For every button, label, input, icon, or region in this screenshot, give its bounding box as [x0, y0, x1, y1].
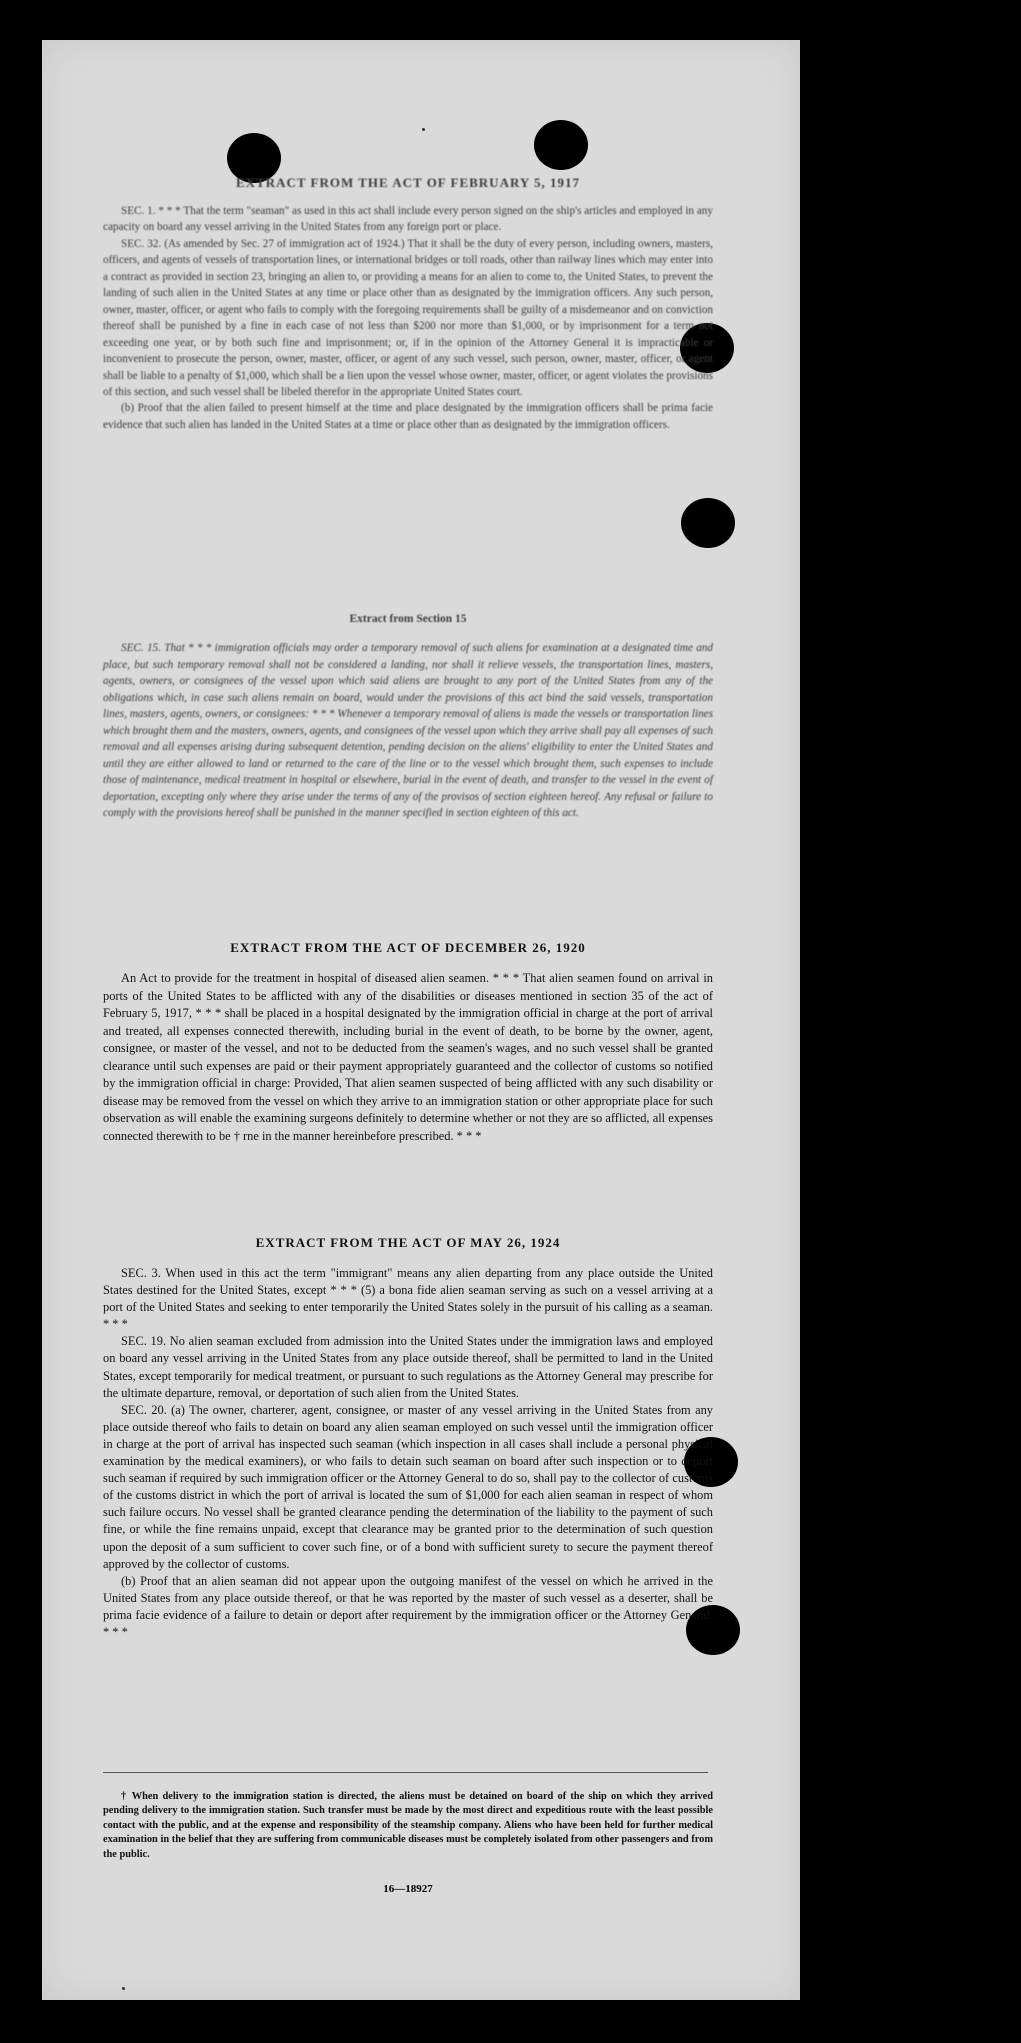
section-15-body [103, 640, 713, 822]
paragraph-sec-32-b: (b) Proof that the alien failed to present himself at the time and place designated by the immigration officers shall be prima facie evidence that such alien has landed in the United States at a time or place other than as designated by the immigration officers. [103, 402, 713, 431]
act-1917-body [103, 203, 713, 433]
section-15-heading-wrap [103, 613, 713, 625]
heading-act-1920: EXTRACT FROM THE ACT OF DECEMBER 26, 1920 [230, 940, 586, 955]
footnote: † When delivery to the immigration station is directed, the aliens must be detained on board of the ship on which they arrived pending delivery to the immigration station. Such transfer must be made by the most direct and expeditious route with the least possible contact with the public, and at the expense and responsibility of the steamship company. Aliens who have been held for further medical examination in the belief that they are suffering from communicable diseases must be completely isolated from other passengers and from the public. [103, 1791, 713, 1860]
punch-hole [534, 120, 588, 170]
act-1924-body [103, 1265, 713, 1641]
act-1924-heading-wrap [103, 1235, 713, 1251]
paragraph-sec-19: SEC. 19. No alien seaman excluded from admission into the United States under the immigration laws and employed on board any vessel arriving in the United States from any place outside thereof, shall be permitted to land in the United States, except temporarily for medical treatment, or pursuant to such regulations as the Attorney General may prescribe for the ultimate departure, removal, or deportation of such alien from the United States. [103, 1334, 713, 1400]
footnote-divider [103, 1772, 708, 1773]
paragraph-sec-15: SEC. 15. That * * * immigration officials may order a temporary removal of such aliens for examination at a designated time and place, but such temporary removal shall not be considered a landing, nor shall it relieve vessels, the transportation lines, masters, agents, owners, or consignees of the vessel upon which said aliens are brought to any port of the United States from any of the obligations which, in case such aliens remain on board, would under the provisions of this act bind the said vessels, transportation lines, masters, agents, owners, or consignees: * * * Whenever a temporary removal of aliens is made the vessels or transportation lines which brought them and the masters, owners, agents, and consignees of the vessel upon which they arrive shall pay all expenses of such removal and all expenses arising during subsequent detention, pending decision on the aliens' eligibility to enter the United States and until they are either allowed to land or returned to the care of the line or to the vessel which brought them, such expenses to include those of maintenance, medical treatment in hospital or elsewhere, burial in the event of death, and transfer to the vessel in the event of deportation, excepting only where they arise under the terms of any of the provisos of section eighteen hereof. Any refusal or failure to comply with the provisions hereof shall be punished in the manner specified in section eighteen of this act. [103, 642, 713, 820]
paragraph-sec-1: SEC. 1. * * * That the term "seaman" as used in this act shall include every person signed on the ship's articles and employed in any capacity on board any vessel arriving in the United States from any foreign port or place. [103, 205, 713, 234]
speck [422, 128, 425, 131]
act-1920-body [103, 970, 713, 1145]
heading-act-1917: EXTRACT FROM THE ACT OF FEBRUARY 5, 1917 [235, 175, 581, 190]
heading-act-1924: EXTRACT FROM THE ACT OF MAY 26, 1924 [255, 1235, 561, 1250]
paragraph-sec-20-b: (b) Proof that an alien seaman did not appear upon the outgoing manifest of the vessel on which he arrived in the United States from any place outside thereof, or that he was reported by the master of such vessel as a deserter, shall be prima facie evidence of a failure to detain or deport after requirement by the immigration officer or the Attorney General. * * * [103, 1573, 713, 1639]
paragraph-sec-3: SEC. 3. When used in this act the term "immigrant" means any alien departing from any place outside the United States destined for the United States, except * * * (5) a bona fide alien seaman serving as such on a vessel arriving at a port of the United States and seeking to enter temporarily the United States solely in the pursuit of his calling as a seaman. * * * [103, 1266, 713, 1332]
punch-hole [681, 498, 735, 548]
act-1920-heading-wrap [103, 940, 713, 956]
footnote-wrap [103, 1790, 713, 1862]
speck [122, 1987, 125, 1990]
act-1917-section [103, 175, 713, 191]
paragraph-sec-32: SEC. 32. (As amended by Sec. 27 of immigration act of 1924.) That it shall be the duty of every person, including owners, masters, officers, and agents of vessels of transportation lines, or international bridges or toll roads, other than railway lines which may enter into a contract as provided in section 23, bringing an alien to, or providing a means for an alien to come to, the United States, to prevent the landing of such alien in the United States at any time or place other than as designated by the immigration officers. Any such person, owner, master, officer, or agent who fails to comply with the foregoing requirements shall be guilty of a misdemeanor and on conviction thereof shall be punished by a fine in each case of not less than $200 nor more than $1,000, or by imprisonment for a term not exceeding one year, or by both such fine and imprisonment; or, if in the opinion of the Attorney General it is impracticable or inconvenient to prosecute the person, owner, master, officer, or agent of any such vessel, such person, owner, master, officer, or agent shall be liable to a penalty of $1,000, which shall be a lien upon the vessel whose owner, master, officer, or agent violates the provisions of this section, and such vessel shall be libeled therefor in the appropriate United States court. [103, 237, 713, 398]
page-number: 16—18927 [383, 1883, 433, 1895]
paragraph-dec-1920: An Act to provide for the treatment in hospital of diseased alien seamen. * * * That alien seamen found on arrival in ports of the United States to be afflicted with any of the disabilities or diseases mentioned in section 35 of the act of February 5, 1917, * * * shall be placed in a hospital designated by the immigration official in charge at the port of arrival and treated, all expenses connected therewith, including burial in the event of death, to be borne by the owner, agent, consignee, or master of the vessel, and not to be deducted from the seamen's wages, and no such vessel shall be granted clearance until such expenses are paid or their payment appropriately guaranteed and the collector of customs so notified by the immigration official in charge: Provided, That alien seamen suspected of being afflicted with any such disability or disease may be removed from the vessel on which they arrive to an immigration station or other appropriate place for such observation as will enable the examining surgeons definitely to determine whether or not they are so afflicted, all expenses connected therewith to be † rne in the manner hereinbefore prescribed. * * * [103, 971, 713, 1143]
subheading-section-15: Extract from Section 15 [349, 613, 467, 625]
paragraph-sec-20-a: SEC. 20. (a) The owner, charterer, agent, consignee, or master of any vessel arriving in the United States from any place outside thereof who fails to detain on board any alien seaman employed on such vessel until the immigration officer in charge at the port of arrival has inspected such seaman (which inspection in all cases shall include a personal physical examination by the medical examiners), or who fails to detain such seaman on board after such inspection or to deport such seaman if required by such immigration officer or the Attorney General to do so, shall pay to the collector of customs of the customs district in which the port of arrival is located the sum of $1,000 for each alien seaman in respect of whom such failure occurs. No vessel shall be granted clearance pending the determination of the liability to the payment of such fine, or while the fine remains unpaid, except that clearance may be granted prior to the determination of such question upon the deposit of a sum sufficient to cover such fine, or of a bond with sufficient surety to secure the payment thereof approved by the collector of customs. [103, 1402, 713, 1571]
